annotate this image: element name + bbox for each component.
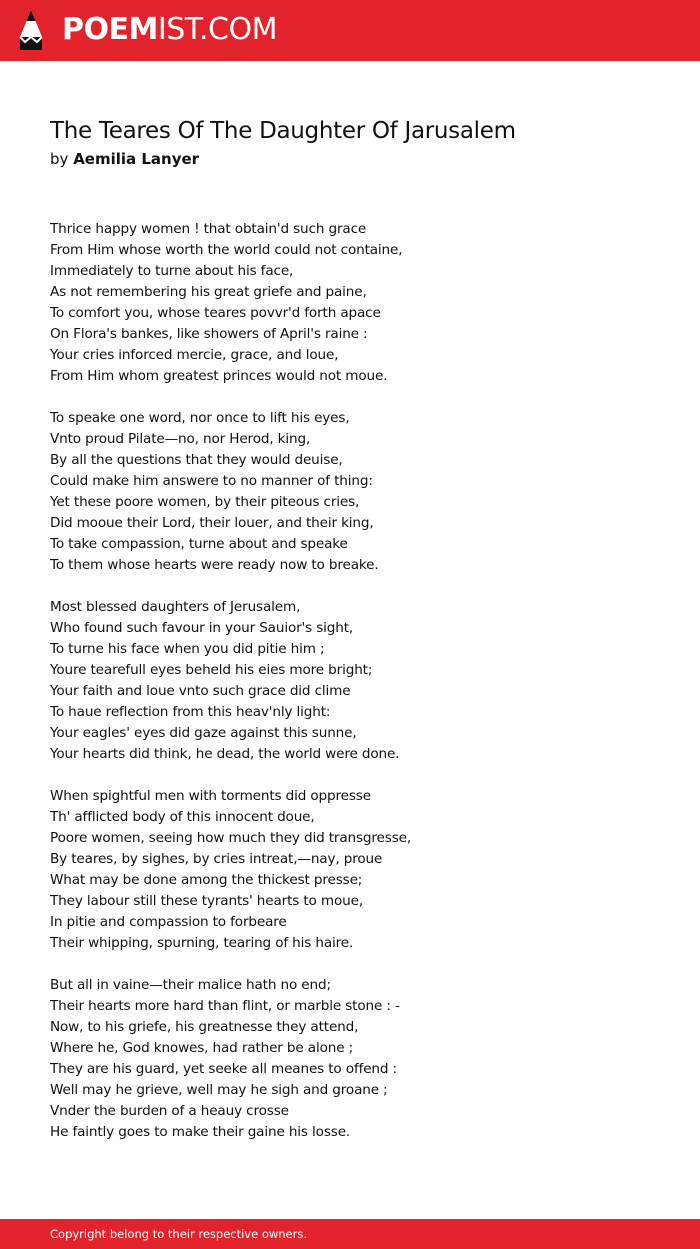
poem-line: By all the questions that they would deuise, xyxy=(50,452,343,468)
poem-line: They labour still these tyrants' hearts to moue, xyxy=(50,893,364,909)
stanza xyxy=(50,975,670,1143)
poem-line: As not remembering his great griefe and paine, xyxy=(50,284,367,300)
poem-line: To haue reflection from this heav'nly light: xyxy=(50,704,331,720)
poem-line: By teares, by sighes, by cries intreat,—nay, proue xyxy=(50,851,383,867)
poem-line: To turne his face when you did pitie him ; xyxy=(50,641,325,657)
poem-line: Yet these poore women, by their piteous cries, xyxy=(50,494,360,510)
poem-line: Could make him answere to no manner of thing: xyxy=(50,473,373,489)
poem-line: Most blessed daughters of Jerusalem, xyxy=(50,599,301,615)
pencil-tip-icon[interactable] xyxy=(18,9,44,51)
poem-line: Your hearts did think, he dead, the world were done. xyxy=(50,746,400,762)
poem-line: Poore women, seeing how much they did transgresse, xyxy=(50,830,412,846)
poem-line: In pitie and compassion to forbeare xyxy=(50,914,287,930)
poem-title: The Teares Of The Daughter Of Jarusalem xyxy=(50,118,516,144)
author-name: Aemilia Lanyer xyxy=(73,150,200,168)
stanza xyxy=(50,786,670,954)
poem-line: Where he, God knowes, had rather be alone ; xyxy=(50,1040,354,1056)
brand-bold-text: POEM xyxy=(62,12,158,47)
site-header xyxy=(0,0,700,61)
site-footer xyxy=(0,1219,700,1249)
poem-line: Immediately to turne about his face, xyxy=(50,263,294,279)
poem-line: Your faith and loue vnto such grace did clime xyxy=(50,683,351,699)
stanza xyxy=(50,219,670,387)
poem-line: Now, to his griefe, his greatnesse they attend, xyxy=(50,1019,359,1035)
poem-line: They are his guard, yet seeke all meanes to offend : xyxy=(50,1061,397,1077)
poem-line: Your eagles' eyes did gaze against this sunne, xyxy=(50,725,357,741)
poem-line: To speake one word, nor once to lift his eyes, xyxy=(50,410,350,426)
poem-line: To take compassion, turne about and speake xyxy=(50,536,348,552)
poem-line: Their hearts more hard than flint, or marble stone : - xyxy=(50,998,400,1014)
poem-line: Did mooue their Lord, their louer, and their king, xyxy=(50,515,374,531)
poem-line: Vnto proud Pilate—no, nor Herod, king, xyxy=(50,431,311,447)
poem-line: From Him whose worth the world could not containe, xyxy=(50,242,403,258)
poem-line: On Flora's bankes, like showers of April's raine : xyxy=(50,326,368,342)
poem-line: To them whose hearts were ready now to breake. xyxy=(50,557,379,573)
by-label: by xyxy=(50,150,69,168)
poem-line: Who found such favour in your Sauior's sight, xyxy=(50,620,354,636)
stanza xyxy=(50,408,670,576)
poem-line: When spightful men with torments did oppresse xyxy=(50,788,371,804)
poem-line: Well may he grieve, well may he sigh and groane ; xyxy=(50,1082,388,1098)
byline xyxy=(50,149,199,169)
poem-line: Your cries inforced mercie, grace, and loue, xyxy=(50,347,339,363)
poem-body xyxy=(50,219,670,1164)
poem-line: Vnder the burden of a heauy crosse xyxy=(50,1103,289,1119)
poem-line: Th' afflicted body of this innocent doue, xyxy=(50,809,315,825)
stanza xyxy=(50,597,670,765)
site-brand[interactable] xyxy=(62,11,277,49)
copyright-text: Copyright belong to their respective owners. xyxy=(50,1227,308,1241)
brand-light-text: IST.COM xyxy=(157,12,277,47)
poem-line: To comfort you, whose teares povvr'd forth apace xyxy=(50,305,381,321)
poem-line: But all in vaine—their malice hath no end; xyxy=(50,977,331,993)
poem-line: What may be done among the thickest presse; xyxy=(50,872,363,888)
poem-line: Thrice happy women ! that obtain'd such grace xyxy=(50,221,367,237)
poem-line: From Him whom greatest princes would not moue. xyxy=(50,368,388,384)
poem-line: Their whipping, spurning, tearing of his haire. xyxy=(50,935,354,951)
poem-line: He faintly goes to make their gaine his losse. xyxy=(50,1124,351,1140)
poem-line: Youre tearefull eyes beheld his eies more bright; xyxy=(50,662,373,678)
